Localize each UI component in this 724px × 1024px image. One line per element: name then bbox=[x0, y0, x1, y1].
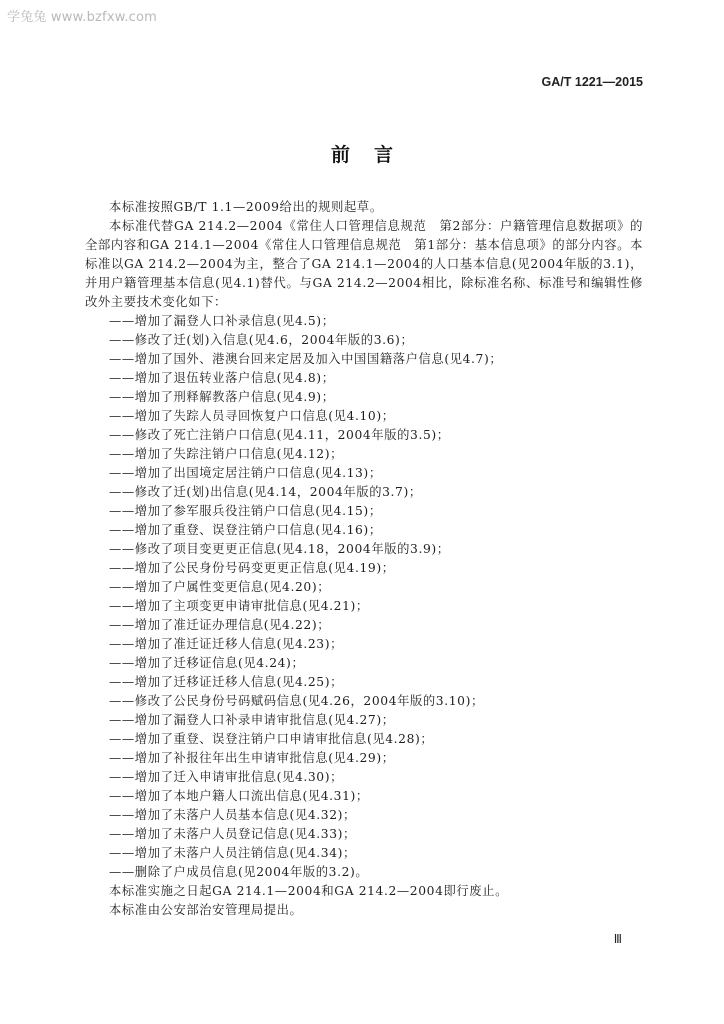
intro-paragraph: 本标准代替GA 214.2—2004《常住人口管理信息规范 第2部分：户籍管理信息数据项》的全部内容和GA 214.1—2004《常住人口管理信息规范 第1部分：基本信息项》的部分内容。本标准以GA 214.2—2004为主，整合了GA 214.1—2004的人口基本信息(见2004年版的3.1)，并用户籍管理基本信息(见4.1)替代。与GA 214.2—2004相比，除标准名称、标准号和编辑性修改外主要技术变化如下： bbox=[85, 219, 643, 309]
changes-list bbox=[85, 312, 643, 882]
standard-number: GA/T 1221—2015 bbox=[541, 75, 643, 89]
list-item: ——增加了未落户人员注销信息(见4.34)； bbox=[109, 846, 356, 860]
page-number: Ⅲ bbox=[613, 932, 622, 946]
list-item: ——增加了迁移证迁移人信息(见4.25)； bbox=[109, 675, 344, 689]
list-item: ——增加了未落户人员登记信息(见4.33)； bbox=[109, 827, 356, 841]
list-item: ——增加了退伍转业落户信息(见4.8)； bbox=[109, 371, 335, 385]
intro-paragraph: 本标准按照GB/T 1.1—2009给出的规则起草。 bbox=[109, 200, 383, 214]
list-item: ——删除了户成员信息(见2004年版的3.2)。 bbox=[109, 865, 369, 879]
list-item: ——增加了准迁证迁移人信息(见4.23)； bbox=[109, 637, 344, 651]
list-item: ——增加了刑释解教落户信息(见4.9)； bbox=[109, 390, 335, 404]
list-item: ——增加了出国境定居注销户口信息(见4.13)； bbox=[109, 466, 382, 480]
list-item: ——增加了未落户人员基本信息(见4.32)； bbox=[109, 808, 356, 822]
page-title: 前言 bbox=[330, 144, 417, 166]
list-item: ——修改了项目变更更正信息(见4.18，2004年版的3.9)； bbox=[109, 542, 450, 556]
list-item: ——增加了重登、误登注销户口申请审批信息(见4.28)； bbox=[109, 732, 434, 746]
list-item: ——增加了迁入申请审批信息(见4.30)； bbox=[109, 770, 344, 784]
list-item: ——增加了户属性变更信息(见4.20)； bbox=[109, 580, 331, 594]
list-item: ——增加了失踪人员寻回恢复户口信息(见4.10)； bbox=[109, 409, 395, 423]
list-item: ——增加了公民身份号码变更更正信息(见4.19)； bbox=[109, 561, 395, 575]
list-item: ——增加了失踪注销户口信息(见4.12)； bbox=[109, 447, 344, 461]
list-item: ——增加了漏登人口补录申请审批信息(见4.27)； bbox=[109, 713, 395, 727]
list-item: ——增加了补报往年出生申请审批信息(见4.29)； bbox=[109, 751, 395, 765]
document-body bbox=[85, 198, 643, 920]
list-item: ——修改了死亡注销户口信息(见4.11，2004年版的3.5)； bbox=[109, 428, 450, 442]
list-item: ——增加了本地户籍人口流出信息(见4.31)； bbox=[109, 789, 369, 803]
list-item: ——增加了重登、误登注销户口信息(见4.16)； bbox=[109, 523, 382, 537]
list-item: ——增加了迁移证信息(见4.24)； bbox=[109, 656, 305, 670]
closing-paragraph: 本标准实施之日起GA 214.1—2004和GA 214.2—2004即行废止。 bbox=[109, 884, 508, 898]
list-item: ——修改了迁(划)入信息(见4.6，2004年版的3.6)； bbox=[109, 333, 414, 347]
watermark: 学兔兔 www.bzfxw.com bbox=[7, 10, 158, 25]
list-item: ——增加了漏登人口补录信息(见4.5)； bbox=[109, 314, 335, 328]
list-item: ——修改了迁(划)出信息(见4.14，2004年版的3.7)； bbox=[109, 485, 422, 499]
list-item: ——增加了参军服兵役注销户口信息(见4.15)； bbox=[109, 504, 382, 518]
list-item: ——增加了国外、港澳台回来定居及加入中国国籍落户信息(见4.7)； bbox=[109, 352, 503, 366]
closing-paragraph: 本标准由公安部治安管理局提出。 bbox=[109, 903, 303, 917]
list-item: ——增加了准迁证办理信息(见4.22)； bbox=[109, 618, 331, 632]
list-item: ——增加了主项变更申请审批信息(见4.21)； bbox=[109, 599, 369, 613]
list-item: ——修改了公民身份号码赋码信息(见4.26，2004年版的3.10)； bbox=[109, 694, 484, 708]
